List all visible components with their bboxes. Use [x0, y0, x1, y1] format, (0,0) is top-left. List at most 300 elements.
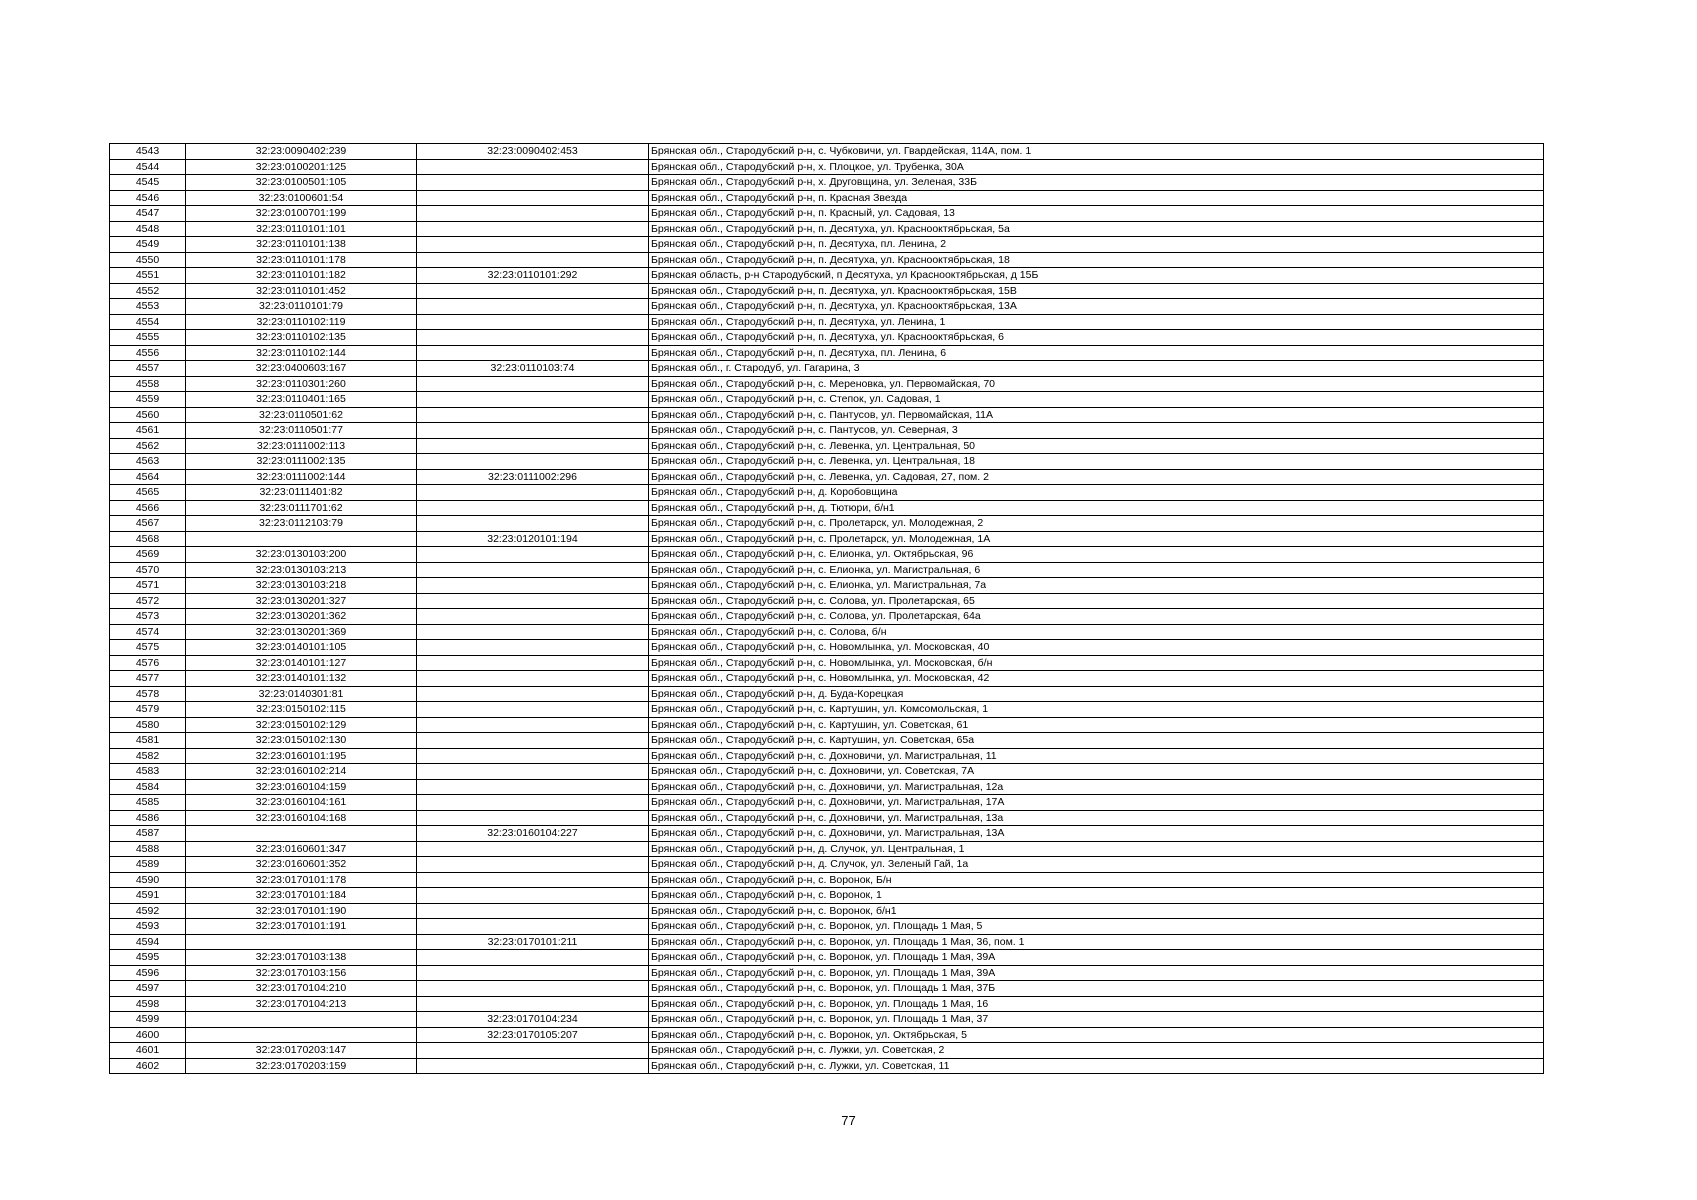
row-number-cell: 4572 — [110, 593, 186, 609]
address-cell: Брянская обл., Стародубский р-н, п. Десятуха, ул. Краснооктябрьская, 18 — [649, 252, 1544, 268]
row-number-cell: 4601 — [110, 1043, 186, 1059]
address-cell: Брянская обл., Стародубский р-н, с. Воронок, б/н1 — [649, 903, 1544, 919]
cadastral-number-cell: 32:23:0170203:147 — [186, 1043, 417, 1059]
table-row — [110, 640, 1544, 656]
table-row — [110, 965, 1544, 981]
related-cadastral-number-cell — [417, 655, 649, 671]
address-cell: Брянская обл., Стародубский р-н, с. Воронок, ул. Площадь 1 Мая, 39А — [649, 950, 1544, 966]
row-number-cell: 4558 — [110, 376, 186, 392]
related-cadastral-number-cell: 32:23:0170105:207 — [417, 1027, 649, 1043]
address-cell: Брянская обл., Стародубский р-н, с. Воронок, ул. Площадь 1 Мая, 39А — [649, 965, 1544, 981]
address-cell: Брянская обл., Стародубский р-н, д. Буда-Корецкая — [649, 686, 1544, 702]
table-row — [110, 593, 1544, 609]
address-cell: Брянская обл., Стародубский р-н, с. Воронок, ул. Площадь 1 Мая, 16 — [649, 996, 1544, 1012]
table-row — [110, 888, 1544, 904]
related-cadastral-number-cell — [417, 950, 649, 966]
row-number-cell: 4592 — [110, 903, 186, 919]
table-row — [110, 268, 1544, 284]
cadastral-number-cell: 32:23:0090402:239 — [186, 144, 417, 160]
cadastral-number-cell: 32:23:0170101:191 — [186, 919, 417, 935]
row-number-cell: 4582 — [110, 748, 186, 764]
address-cell: Брянская обл., Стародубский р-н, с. Воронок, ул. Площадь 1 Мая, 37Б — [649, 981, 1544, 997]
row-number-cell: 4579 — [110, 702, 186, 718]
address-cell: Брянская обл., Стародубский р-н, п. Красный, ул. Садовая, 13 — [649, 206, 1544, 222]
address-cell: Брянская обл., Стародубский р-н, с. Дохновичи, ул. Советская, 7А — [649, 764, 1544, 780]
address-cell: Брянская обл., Стародубский р-н, п. Десятуха, ул. Краснооктябрьская, 5а — [649, 221, 1544, 237]
address-cell: Брянская обл., Стародубский р-н, с. Пантусов, ул. Первомайская, 11А — [649, 407, 1544, 423]
row-number-cell: 4566 — [110, 500, 186, 516]
cadastral-number-cell: 32:23:0150102:115 — [186, 702, 417, 718]
address-cell: Брянская обл., Стародубский р-н, с. Дохновичи, ул. Магистральная, 11 — [649, 748, 1544, 764]
table-row — [110, 423, 1544, 439]
address-cell: Брянская обл., Стародубский р-н, с. Елионка, ул. Магистральная, 7а — [649, 578, 1544, 594]
table-row — [110, 748, 1544, 764]
table-row — [110, 547, 1544, 563]
row-number-cell: 4575 — [110, 640, 186, 656]
address-cell: Брянская обл., Стародубский р-н, п. Десятуха, пл. Ленина, 2 — [649, 237, 1544, 253]
address-cell: Брянская обл., Стародубский р-н, с. Пролетарск, ул. Молодежная, 2 — [649, 516, 1544, 532]
address-cell: Брянская обл., Стародубский р-н, с. Пролетарск, ул. Молодежная, 1А — [649, 531, 1544, 547]
cadastral-number-cell: 32:23:0110101:138 — [186, 237, 417, 253]
table-row — [110, 717, 1544, 733]
cadastral-number-cell: 32:23:0140101:127 — [186, 655, 417, 671]
cadastral-number-cell: 32:23:0160601:347 — [186, 841, 417, 857]
table-row — [110, 283, 1544, 299]
row-number-cell: 4547 — [110, 206, 186, 222]
table-row — [110, 857, 1544, 873]
related-cadastral-number-cell — [417, 454, 649, 470]
table-row — [110, 516, 1544, 532]
related-cadastral-number-cell — [417, 547, 649, 563]
cadastral-number-cell: 32:23:0100501:105 — [186, 175, 417, 191]
related-cadastral-number-cell — [417, 888, 649, 904]
address-cell: Брянская обл., Стародубский р-н, с. Воронок, ул. Площадь 1 Мая, 5 — [649, 919, 1544, 935]
cadastral-number-cell: 32:23:0110101:101 — [186, 221, 417, 237]
row-number-cell: 4600 — [110, 1027, 186, 1043]
related-cadastral-number-cell — [417, 1043, 649, 1059]
row-number-cell: 4598 — [110, 996, 186, 1012]
address-cell: Брянская обл., Стародубский р-н, с. Дохновичи, ул. Магистральная, 13а — [649, 810, 1544, 826]
related-cadastral-number-cell — [417, 330, 649, 346]
address-cell: Брянская обл., Стародубский р-н, с. Новомлынка, ул. Московская, б/н — [649, 655, 1544, 671]
address-cell: Брянская обл., Стародубский р-н, п. Десятуха, пл. Ленина, 6 — [649, 345, 1544, 361]
cadastral-number-cell: 32:23:0111002:135 — [186, 454, 417, 470]
related-cadastral-number-cell: 32:23:0120101:194 — [417, 531, 649, 547]
table-row — [110, 330, 1544, 346]
cadastral-number-cell: 32:23:0130103:218 — [186, 578, 417, 594]
address-cell: Брянская обл., Стародубский р-н, с. Дохновичи, ул. Магистральная, 17А — [649, 795, 1544, 811]
address-cell: Брянская обл., Стародубский р-н, с. Левенка, ул. Центральная, 18 — [649, 454, 1544, 470]
row-number-cell: 4546 — [110, 190, 186, 206]
row-number-cell: 4559 — [110, 392, 186, 408]
address-cell: Брянская обл., Стародубский р-н, с. Дохновичи, ул. Магистральная, 13А — [649, 826, 1544, 842]
related-cadastral-number-cell: 32:23:0111002:296 — [417, 469, 649, 485]
table-row — [110, 175, 1544, 191]
row-number-cell: 4553 — [110, 299, 186, 315]
related-cadastral-number-cell — [417, 562, 649, 578]
related-cadastral-number-cell — [417, 733, 649, 749]
table-row — [110, 686, 1544, 702]
row-number-cell: 4570 — [110, 562, 186, 578]
table-row — [110, 733, 1544, 749]
address-cell: Брянская обл., г. Стародуб, ул. Гагарина, 3 — [649, 361, 1544, 377]
related-cadastral-number-cell — [417, 392, 649, 408]
address-cell: Брянская обл., Стародубский р-н, с. Воронок, Б/н — [649, 872, 1544, 888]
table-row — [110, 454, 1544, 470]
related-cadastral-number-cell — [417, 624, 649, 640]
row-number-cell: 4578 — [110, 686, 186, 702]
table-row — [110, 376, 1544, 392]
cadastral-number-cell — [186, 826, 417, 842]
address-cell: Брянская обл., Стародубский р-н, д. Случок, ул. Центральная, 1 — [649, 841, 1544, 857]
table-row — [110, 237, 1544, 253]
related-cadastral-number-cell — [417, 779, 649, 795]
related-cadastral-number-cell — [417, 810, 649, 826]
related-cadastral-number-cell — [417, 919, 649, 935]
related-cadastral-number-cell — [417, 872, 649, 888]
related-cadastral-number-cell — [417, 438, 649, 454]
table-row — [110, 872, 1544, 888]
table-row — [110, 981, 1544, 997]
cadastral-number-cell: 32:23:0160104:159 — [186, 779, 417, 795]
table-row — [110, 950, 1544, 966]
address-cell: Брянская обл., Стародубский р-н, с. Картушин, ул. Советская, 65а — [649, 733, 1544, 749]
cadastral-number-cell: 32:23:0111701:62 — [186, 500, 417, 516]
row-number-cell: 4551 — [110, 268, 186, 284]
cadastral-number-cell: 32:23:0400603:167 — [186, 361, 417, 377]
row-number-cell: 4543 — [110, 144, 186, 160]
related-cadastral-number-cell — [417, 299, 649, 315]
row-number-cell: 4545 — [110, 175, 186, 191]
row-number-cell: 4577 — [110, 671, 186, 687]
row-number-cell: 4596 — [110, 965, 186, 981]
cadastral-number-cell: 32:23:0111002:113 — [186, 438, 417, 454]
related-cadastral-number-cell: 32:23:0090402:453 — [417, 144, 649, 160]
address-cell: Брянская обл., Стародубский р-н, с. Лужки, ул. Советская, 2 — [649, 1043, 1544, 1059]
table-row — [110, 562, 1544, 578]
row-number-cell: 4571 — [110, 578, 186, 594]
related-cadastral-number-cell — [417, 748, 649, 764]
cadastral-number-cell: 32:23:0160104:161 — [186, 795, 417, 811]
row-number-cell: 4590 — [110, 872, 186, 888]
table-row — [110, 531, 1544, 547]
table-row — [110, 1027, 1544, 1043]
address-cell: Брянская обл., Стародубский р-н, с. Новомлынка, ул. Московская, 40 — [649, 640, 1544, 656]
address-cell: Брянская область, р-н Стародубский, п Десятуха, ул Краснооктябрьская, д 15Б — [649, 268, 1544, 284]
related-cadastral-number-cell — [417, 686, 649, 702]
address-cell: Брянская обл., Стародубский р-н, д. Тютюри, б/н1 — [649, 500, 1544, 516]
related-cadastral-number-cell: 32:23:0160104:227 — [417, 826, 649, 842]
cadastral-number-cell: 32:23:0110102:144 — [186, 345, 417, 361]
row-number-cell: 4587 — [110, 826, 186, 842]
address-cell: Брянская обл., Стародубский р-н, п. Десятуха, ул. Краснооктябрьская, 6 — [649, 330, 1544, 346]
row-number-cell: 4544 — [110, 159, 186, 175]
row-number-cell: 4554 — [110, 314, 186, 330]
cadastral-number-cell: 32:23:0170101:184 — [186, 888, 417, 904]
table-row — [110, 609, 1544, 625]
address-cell: Брянская обл., Стародубский р-н, с. Дохновичи, ул. Магистральная, 12а — [649, 779, 1544, 795]
row-number-cell: 4564 — [110, 469, 186, 485]
cadastral-number-cell: 32:23:0130201:362 — [186, 609, 417, 625]
address-cell: Брянская обл., Стародубский р-н, х. Плоцкое, ул. Трубенка, 30А — [649, 159, 1544, 175]
address-cell: Брянская обл., Стародубский р-н, д. Коробовщина — [649, 485, 1544, 501]
table-row — [110, 1043, 1544, 1059]
row-number-cell: 4599 — [110, 1012, 186, 1028]
related-cadastral-number-cell — [417, 221, 649, 237]
cadastral-number-cell: 32:23:0140101:132 — [186, 671, 417, 687]
cadastral-number-cell: 32:23:0170103:138 — [186, 950, 417, 966]
row-number-cell: 4602 — [110, 1058, 186, 1074]
table-row — [110, 314, 1544, 330]
row-number-cell: 4555 — [110, 330, 186, 346]
row-number-cell: 4589 — [110, 857, 186, 873]
table-row — [110, 485, 1544, 501]
row-number-cell: 4595 — [110, 950, 186, 966]
address-cell: Брянская обл., Стародубский р-н, с. Воронок, ул. Площадь 1 Мая, 36, пом. 1 — [649, 934, 1544, 950]
address-cell: Брянская обл., Стародубский р-н, с. Лужки, ул. Советская, 11 — [649, 1058, 1544, 1074]
address-cell: Брянская обл., Стародубский р-н, с. Чубковичи, ул. Гвардейская, 114А, пом. 1 — [649, 144, 1544, 160]
address-cell: Брянская обл., Стародубский р-н, с. Солова, ул. Пролетарская, 65 — [649, 593, 1544, 609]
cadastral-number-cell: 32:23:0170104:213 — [186, 996, 417, 1012]
table-row — [110, 826, 1544, 842]
related-cadastral-number-cell — [417, 190, 649, 206]
address-cell: Брянская обл., Стародубский р-н, с. Левенка, ул. Садовая, 27, пом. 2 — [649, 469, 1544, 485]
cadastral-number-cell: 32:23:0130201:327 — [186, 593, 417, 609]
row-number-cell: 4556 — [110, 345, 186, 361]
table-row — [110, 345, 1544, 361]
related-cadastral-number-cell: 32:23:0110101:292 — [417, 268, 649, 284]
table-row — [110, 578, 1544, 594]
address-cell: Брянская обл., Стародубский р-н, с. Мереновка, ул. Первомайская, 70 — [649, 376, 1544, 392]
related-cadastral-number-cell: 32:23:0170101:211 — [417, 934, 649, 950]
table-row — [110, 903, 1544, 919]
row-number-cell: 4594 — [110, 934, 186, 950]
cadastral-number-cell: 32:23:0110101:182 — [186, 268, 417, 284]
cadastral-number-cell: 32:23:0110101:79 — [186, 299, 417, 315]
row-number-cell: 4586 — [110, 810, 186, 826]
row-number-cell: 4563 — [110, 454, 186, 470]
row-number-cell: 4581 — [110, 733, 186, 749]
cadastral-number-cell: 32:23:0110101:178 — [186, 252, 417, 268]
row-number-cell: 4565 — [110, 485, 186, 501]
related-cadastral-number-cell — [417, 485, 649, 501]
table-row — [110, 996, 1544, 1012]
cadastral-number-cell: 32:23:0160102:214 — [186, 764, 417, 780]
table-row — [110, 764, 1544, 780]
cadastral-number-cell: 32:23:0111002:144 — [186, 469, 417, 485]
cadastral-number-cell: 32:23:0112103:79 — [186, 516, 417, 532]
table-row — [110, 299, 1544, 315]
table-row — [110, 469, 1544, 485]
address-cell: Брянская обл., Стародубский р-н, с. Солова, ул. Пролетарская, 64а — [649, 609, 1544, 625]
row-number-cell: 4597 — [110, 981, 186, 997]
table-row — [110, 795, 1544, 811]
cadastral-number-cell: 32:23:0160601:352 — [186, 857, 417, 873]
related-cadastral-number-cell — [417, 857, 649, 873]
cadastral-number-cell: 32:23:0110501:77 — [186, 423, 417, 439]
address-cell: Брянская обл., Стародубский р-н, с. Степок, ул. Садовая, 1 — [649, 392, 1544, 408]
address-cell: Брянская обл., Стародубский р-н, с. Елионка, ул. Октябрьская, 96 — [649, 547, 1544, 563]
related-cadastral-number-cell — [417, 175, 649, 191]
address-cell: Брянская обл., Стародубский р-н, п. Десятуха, ул. Ленина, 1 — [649, 314, 1544, 330]
related-cadastral-number-cell — [417, 578, 649, 594]
related-cadastral-number-cell: 32:23:0110103:74 — [417, 361, 649, 377]
address-cell: Брянская обл., Стародубский р-н, с. Новомлынка, ул. Московская, 42 — [649, 671, 1544, 687]
cadastral-number-cell — [186, 934, 417, 950]
related-cadastral-number-cell: 32:23:0170104:234 — [417, 1012, 649, 1028]
cadastral-number-cell: 32:23:0100201:125 — [186, 159, 417, 175]
row-number-cell: 4549 — [110, 237, 186, 253]
cadastral-number-cell — [186, 531, 417, 547]
cadastral-number-cell: 32:23:0130103:200 — [186, 547, 417, 563]
row-number-cell: 4560 — [110, 407, 186, 423]
related-cadastral-number-cell — [417, 981, 649, 997]
table-row — [110, 702, 1544, 718]
related-cadastral-number-cell — [417, 609, 649, 625]
row-number-cell: 4548 — [110, 221, 186, 237]
table-row — [110, 779, 1544, 795]
related-cadastral-number-cell — [417, 345, 649, 361]
row-number-cell: 4585 — [110, 795, 186, 811]
cadastral-number-cell: 32:23:0110102:135 — [186, 330, 417, 346]
table-row — [110, 841, 1544, 857]
address-cell: Брянская обл., Стародубский р-н, с. Пантусов, ул. Северная, 3 — [649, 423, 1544, 439]
cadastral-number-cell: 32:23:0110102:119 — [186, 314, 417, 330]
address-cell: Брянская обл., Стародубский р-н, с. Елионка, ул. Магистральная, 6 — [649, 562, 1544, 578]
address-cell: Брянская обл., Стародубский р-н, с. Картушин, ул. Комсомольская, 1 — [649, 702, 1544, 718]
table-row — [110, 159, 1544, 175]
address-cell: Брянская обл., Стародубский р-н, с. Воронок, ул. Октябрьская, 5 — [649, 1027, 1544, 1043]
cadastral-number-cell: 32:23:0140301:81 — [186, 686, 417, 702]
related-cadastral-number-cell — [417, 407, 649, 423]
address-cell: Брянская обл., Стародубский р-н, п. Десятуха, ул. Краснооктябрьская, 15В — [649, 283, 1544, 299]
row-number-cell: 4584 — [110, 779, 186, 795]
address-cell: Брянская обл., Стародубский р-н, х. Друговщина, ул. Зеленая, 33Б — [649, 175, 1544, 191]
row-number-cell: 4573 — [110, 609, 186, 625]
table-row — [110, 934, 1544, 950]
row-number-cell: 4552 — [110, 283, 186, 299]
table-row — [110, 500, 1544, 516]
related-cadastral-number-cell — [417, 702, 649, 718]
related-cadastral-number-cell — [417, 237, 649, 253]
related-cadastral-number-cell — [417, 841, 649, 857]
row-number-cell: 4574 — [110, 624, 186, 640]
related-cadastral-number-cell — [417, 903, 649, 919]
cadastral-number-cell: 32:23:0170203:159 — [186, 1058, 417, 1074]
related-cadastral-number-cell — [417, 516, 649, 532]
cadastral-number-cell: 32:23:0170101:178 — [186, 872, 417, 888]
table-row — [110, 392, 1544, 408]
cadastral-number-cell: 32:23:0110301:260 — [186, 376, 417, 392]
cadastral-number-cell: 32:23:0170103:156 — [186, 965, 417, 981]
cadastral-number-cell: 32:23:0110501:62 — [186, 407, 417, 423]
cadastral-number-cell — [186, 1027, 417, 1043]
cadastral-number-cell: 32:23:0111401:82 — [186, 485, 417, 501]
cadastral-number-cell: 32:23:0170101:190 — [186, 903, 417, 919]
cadastral-number-cell: 32:23:0110401:165 — [186, 392, 417, 408]
row-number-cell: 4568 — [110, 531, 186, 547]
row-number-cell: 4588 — [110, 841, 186, 857]
table-row — [110, 1058, 1544, 1074]
table-row — [110, 144, 1544, 160]
cadastral-number-cell: 32:23:0130103:213 — [186, 562, 417, 578]
related-cadastral-number-cell — [417, 996, 649, 1012]
related-cadastral-number-cell — [417, 423, 649, 439]
table-row — [110, 407, 1544, 423]
related-cadastral-number-cell — [417, 500, 649, 516]
related-cadastral-number-cell — [417, 314, 649, 330]
address-cell: Брянская обл., Стародубский р-н, д. Случок, ул. Зеленый Гай, 1а — [649, 857, 1544, 873]
row-number-cell: 4550 — [110, 252, 186, 268]
related-cadastral-number-cell — [417, 1058, 649, 1074]
row-number-cell: 4591 — [110, 888, 186, 904]
table-row — [110, 361, 1544, 377]
table-row — [110, 190, 1544, 206]
address-cell: Брянская обл., Стародубский р-н, п. Десятуха, ул. Краснооктябрьская, 13А — [649, 299, 1544, 315]
related-cadastral-number-cell — [417, 593, 649, 609]
table-row — [110, 671, 1544, 687]
table-row — [110, 1012, 1544, 1028]
table-body — [110, 144, 1544, 1074]
cadastral-number-cell: 32:23:0160101:195 — [186, 748, 417, 764]
cadastral-number-cell: 32:23:0130201:369 — [186, 624, 417, 640]
row-number-cell: 4562 — [110, 438, 186, 454]
table-row — [110, 624, 1544, 640]
cadastral-number-cell: 32:23:0100701:199 — [186, 206, 417, 222]
cadastral-number-cell: 32:23:0150102:130 — [186, 733, 417, 749]
cadastral-number-cell: 32:23:0100601:54 — [186, 190, 417, 206]
row-number-cell: 4561 — [110, 423, 186, 439]
related-cadastral-number-cell — [417, 764, 649, 780]
related-cadastral-number-cell — [417, 717, 649, 733]
cadastral-number-cell: 32:23:0170104:210 — [186, 981, 417, 997]
cadastral-number-cell: 32:23:0150102:129 — [186, 717, 417, 733]
row-number-cell: 4557 — [110, 361, 186, 377]
table-row — [110, 919, 1544, 935]
related-cadastral-number-cell — [417, 252, 649, 268]
related-cadastral-number-cell — [417, 283, 649, 299]
table-row — [110, 221, 1544, 237]
related-cadastral-number-cell — [417, 206, 649, 222]
table-row — [110, 655, 1544, 671]
property-table — [109, 143, 1544, 1074]
table-row — [110, 206, 1544, 222]
related-cadastral-number-cell — [417, 965, 649, 981]
row-number-cell: 4569 — [110, 547, 186, 563]
row-number-cell: 4593 — [110, 919, 186, 935]
cadastral-number-cell: 32:23:0160104:168 — [186, 810, 417, 826]
row-number-cell: 4580 — [110, 717, 186, 733]
cadastral-number-cell — [186, 1012, 417, 1028]
related-cadastral-number-cell — [417, 795, 649, 811]
address-cell: Брянская обл., Стародубский р-н, с. Воронок, 1 — [649, 888, 1544, 904]
related-cadastral-number-cell — [417, 671, 649, 687]
table-row — [110, 810, 1544, 826]
address-cell: Брянская обл., Стародубский р-н, п. Красная Звезда — [649, 190, 1544, 206]
cadastral-number-cell: 32:23:0110101:452 — [186, 283, 417, 299]
address-cell: Брянская обл., Стародубский р-н, с. Левенка, ул. Центральная, 50 — [649, 438, 1544, 454]
page-number: 77 — [841, 1113, 856, 1128]
row-number-cell: 4567 — [110, 516, 186, 532]
related-cadastral-number-cell — [417, 159, 649, 175]
table-row — [110, 438, 1544, 454]
cadastral-number-cell: 32:23:0140101:105 — [186, 640, 417, 656]
row-number-cell: 4576 — [110, 655, 186, 671]
address-cell: Брянская обл., Стародубский р-н, с. Солова, б/н — [649, 624, 1544, 640]
row-number-cell: 4583 — [110, 764, 186, 780]
related-cadastral-number-cell — [417, 640, 649, 656]
table-row — [110, 252, 1544, 268]
